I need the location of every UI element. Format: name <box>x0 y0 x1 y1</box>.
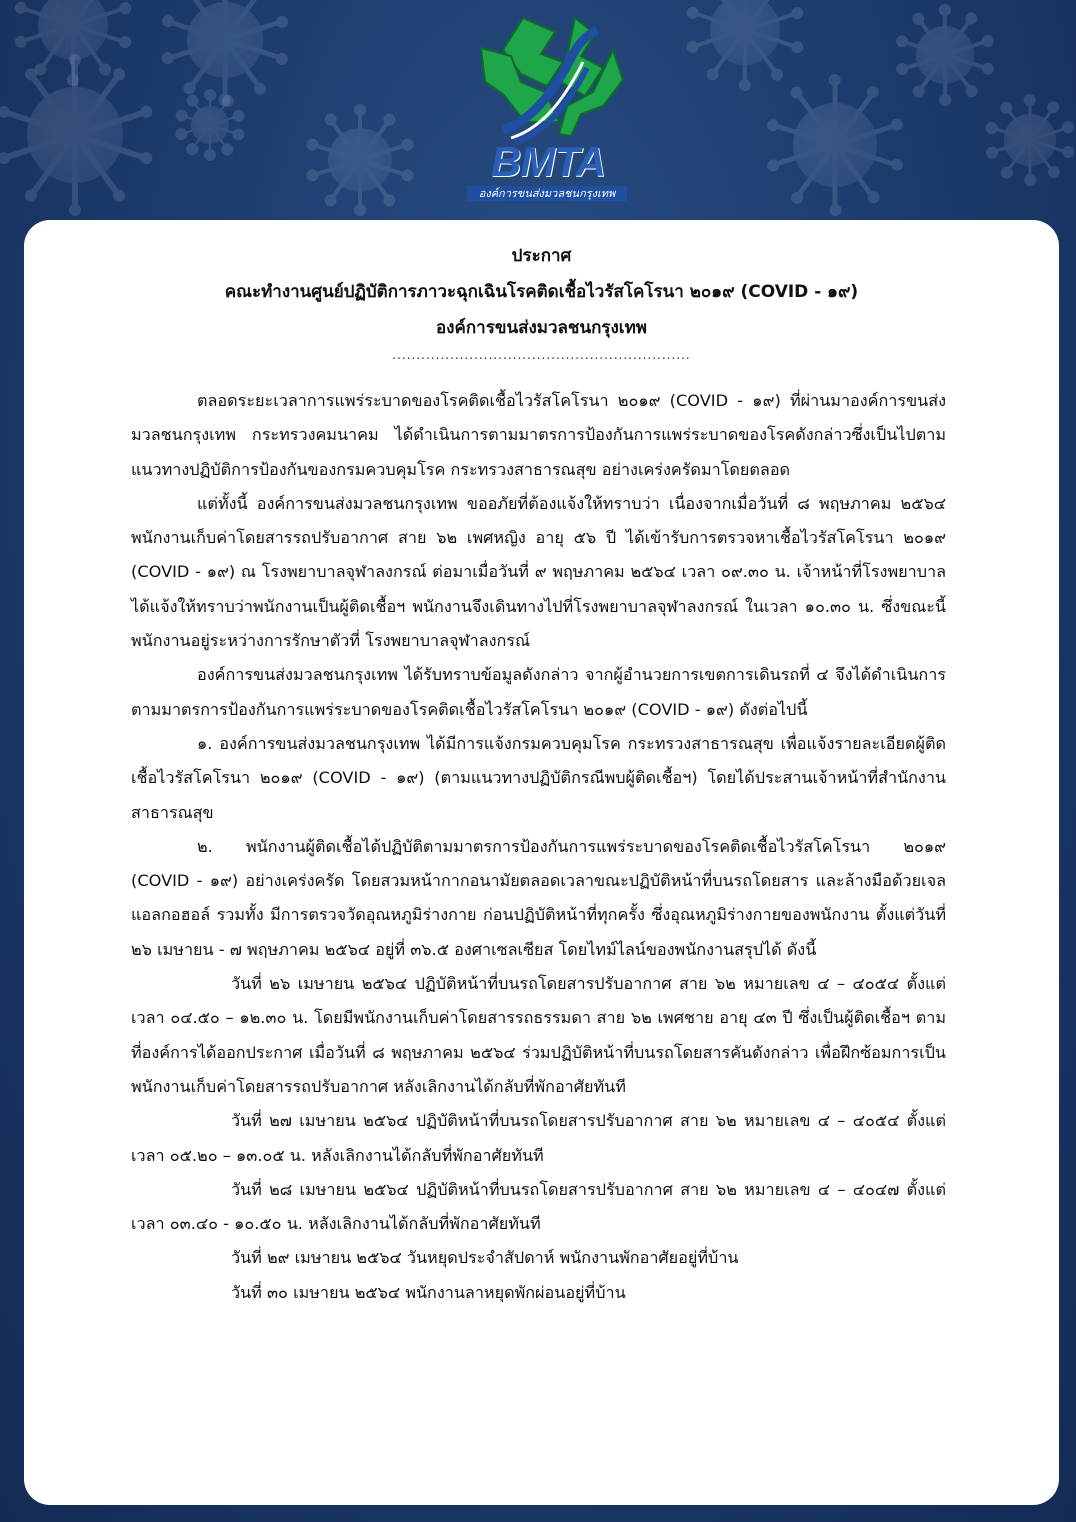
announcement-subtitle: คณะทำงานศูนย์ปฏิบัติการภาวะฉุกเฉินโรคติดเชื้อไวรัสโคโรนา ๒๐๑๙ (COVID - ๑๙) <box>224 282 859 302</box>
logo-org-name: องค์การขนส่งมวลชนกรุงเทพ <box>467 186 627 201</box>
timeline-entry: วันที่ ๒๖ เมษายน ๒๕๖๔ ปฏิบัติหน้าที่บนรถโดยสารปรับอากาศ สาย ๖๒ หมายเลข ๔ – ๔๐๕๔ ตั้งแต่เวลา ๐๔.๕๐ – ๑๒.๓๐ น. โดยมีพนักงานเก็บค่าโดยสารรถธรรมดา สาย ๖๒ เพศชาย อายุ ๔๓ ปี ซึ่งเป็นผู้ติดเชื้อฯ ตามที่องค์การได้ออกประกาศ เมื่อวันที่ ๘ พฤษภาคม ๒๕๖๔ ร่วมปฏิบัติหน้าที่บนรถโดยสารคันดังกล่าว เพื่อฝึกซ้อมการเป็นพนักงานเก็บค่าโดยสารรถปรับอากาศ หลังเลิกงานได้กลับที่พักอาศัยทันที <box>131 974 946 1096</box>
announcement-body <box>131 384 946 1310</box>
virus-spike <box>832 145 837 210</box>
virus-decoration <box>165 0 285 100</box>
paragraph: ๑. องค์การขนส่งมวลชนกรุงเทพ ได้มีการแจ้งกรมควบคุมโรค กระทรวงสาธารณสุข เพื่อแจ้งรายละเอียดผู้ติดเชื้อไวรัสโคโรนา ๒๐๑๙ (COVID - ๑๙) (ตามแนวทางปฏิบัติกรณีพบผู้ติดเชื้อฯ) โดยได้ประสานเจ้าหน้าที่สำนักงานสาธารณสุข <box>131 733 946 822</box>
timeline-entry: วันที่ ๒๘ เมษายน ๒๕๖๔ ปฏิบัติหน้าที่บนรถโดยสารปรับอากาศ สาย ๖๒ หมายเลข ๔ – ๔๐๔๗ ตั้งแต่เวลา ๐๓.๔๐ - ๑๐.๕๐ น. หลังเลิกงานได้กลับที่พักอาศัยทันที <box>131 1179 946 1234</box>
announcement-organization: องค์การขนส่งมวลชนกรุงเทพ <box>435 318 648 338</box>
divider-dots: .............................................................. <box>392 348 691 362</box>
virus-decoration <box>990 100 1070 180</box>
paragraph: แต่ทั้งนี้ องค์การขนส่งมวลชนกรุงเทพ ขออภัยที่ต้องแจ้งให้ทราบว่า เนื่องจากเมื่อวันที่ ๘ พฤษภาคม ๒๕๖๔ พนักงานเก็บค่าโดยสารรถปรับอากาศ สาย ๖๒ เพศหญิง อายุ ๕๖ ปี ได้เข้ารับการตรวจหาเชื้อไวรัสโคโรนา ๒๐๑๙ (COVID - ๑๙) ณ โรงพยาบาลจุฬาลงกรณ์ ต่อมาเมื่อวันที่ ๙ พฤษภาคม ๒๕๖๔ เวลา ๐๙.๓๐ น. เจ้าหน้าที่โรงพยาบาล ได้แจ้งให้ทราบว่าพนักงานเป็นผู้ติดเชื้อฯ พนักงานจึงเดินทางไปที่โรงพยาบาลจุฬาลงกรณ์ ในเวลา ๑๐.๓๐ น. ซึ่งขณะนี้พนักงานอยู่ระหว่างการรักษาตัวที่ โรงพยาบาลจุฬาลงกรณ์ <box>131 493 946 651</box>
paragraph: องค์การขนส่งมวลชนกรุงเทพ ได้รับทราบข้อมูลดังกล่าว จากผู้อำนวยการเขตการเดินรถที่ ๔ จึงได้ดำเนินการตามมาตรการป้องกันการแพร่ระบาดของโรคติดเชื้อไวรัสโคโรนา ๒๐๑๙ (COVID - ๑๙) ดังต่อไปนี้ <box>131 665 946 719</box>
timeline-entry: วันที่ ๒๗ เมษายน ๒๕๖๔ ปฏิบัติหน้าที่บนรถโดยสารปรับอากาศ สาย ๖๒ หมายเลข ๔ – ๔๐๕๔ ตั้งแต่เวลา ๐๕.๒๐ – ๑๓.๐๕ น. หลังเลิกงานได้กลับที่พักอาศัยทันที <box>131 1111 946 1165</box>
virus-decoration <box>180 95 240 155</box>
bmta-logo <box>463 10 633 205</box>
virus-spike <box>943 55 947 100</box>
announcement-title: ประกาศ <box>511 246 572 266</box>
announcement-card <box>24 220 1059 1505</box>
virus-decoration <box>770 80 900 210</box>
timeline-entry: วันที่ ๒๙ เมษายน ๒๕๖๔ วันหยุดประจำสัปดาห์ พนักงานพักอาศัยอยู่ที่บ้าน <box>231 1248 739 1268</box>
logo-brand-text: BMTA <box>490 138 606 185</box>
virus-decoration <box>690 0 800 85</box>
virus-spike <box>72 135 78 210</box>
virus-spike <box>72 60 78 135</box>
virus-spike <box>1028 140 1031 180</box>
virus-spike <box>832 80 837 145</box>
paragraph: ๒. พนักงานผู้ติดเชื้อได้ปฏิบัติตามมาตรการป้องกันการแพร่ระบาดของโรคติดเชื้อไวรัสโคโรนา ๒๐๑๙ (COVID - ๑๙) อย่างเคร่งครัด โดยสวมหน้ากากอนามัยตลอดเวลาขณะปฏิบัติหน้าที่บนรถโดยสาร และล้างมือด้วยเจลแอลกอฮอล์ รวมทั้ง มีการตรวจวัดอุณหภูมิร่างกาย ก่อนปฏิบัติหน้าที่ทุกครั้ง ซึ่งอุณหภูมิร่างกายของพนักงาน ตั้งแต่วันที่ ๒๖ เมษายน - ๗ พฤษภาคม ๒๕๖๔ อยู่ที่ ๓๖.๕ องศาเซลเซียส โดยไทม์ไลน์ของพนักงานสรุปได้ ดังนี้ <box>131 836 946 959</box>
paragraph: ตลอดระยะเวลาการแพร่ระบาดของโรคติดเชื้อไวรัสโคโรนา ๒๐๑๙ (COVID - ๑๙) ที่ผ่านมาองค์การขนส่งมวลชนกรุงเทพ กระทรวงคมนาคม ได้ดำเนินการตามมาตรการป้องกันการแพร่ระบาดของโรคดังกล่าวซึ่งเป็นไปตามแนวทางปฏิบัติการป้องกันของกรมควบคุมโรค กระทรวงสาธารณสุข อย่างเคร่งครัดมาโดยตลอด <box>131 391 946 479</box>
timeline-entry: วันที่ ๓๐ เมษายน ๒๕๖๔ พนักงานลาหยุดพักผ่อนอยู่ที่บ้าน <box>231 1282 626 1302</box>
virus-decoration <box>310 110 410 210</box>
virus-spike <box>223 40 228 100</box>
virus-spike <box>743 30 747 85</box>
virus-decoration <box>0 60 150 210</box>
virus-decoration <box>900 10 990 100</box>
virus-spike <box>358 160 362 210</box>
